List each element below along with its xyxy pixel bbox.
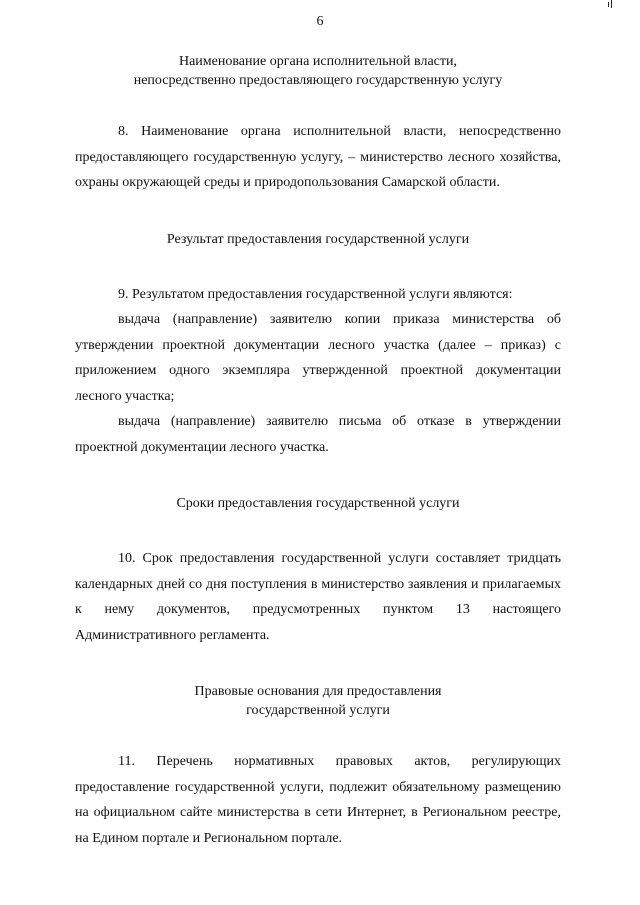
section-heading-legal-basis: [75, 682, 561, 720]
document-body: [75, 52, 561, 851]
section-heading-executive-body: [75, 52, 561, 90]
heading-line: непосредственно предоставляющего государственную услугу: [133, 73, 503, 88]
paragraph-11: 11. Перечень нормативных правовых актов, регулирующих предоставление государственной услуги, подлежит обязательному размещению на официальном сайте министерства в сети Интернет, в Региональном реестре, на Едином портале и Региональном портале.: [75, 754, 561, 846]
heading-line: Сроки предоставления государственной услуги: [176, 496, 460, 511]
paragraph-9-item-2: выдача (направление) заявителю письма об отказе в утверждении проектной документации лесного участка.: [75, 414, 561, 455]
paragraph-9-item-1: выдача (направление) заявителю копии приказа министерства об утверждении проектной документации лесного участка (далее – приказ) с приложением одного экземпляра утвержденной проектной документации лесного участка;: [75, 312, 561, 404]
paragraph-10: 10. Срок предоставления государственной услуги составляет тридцать календарных дней со дня поступления в министерство заявления и прилагаемых к нему документов, предусмотренных пунктом 13 настоящего Административного регламента.: [75, 551, 561, 643]
scan-mark: [611, 0, 612, 8]
heading-line: Результат предоставления государственной услуги: [166, 231, 470, 247]
section-heading-result: [75, 230, 561, 249]
heading-line: Правовые основания для предоставления: [194, 684, 442, 699]
heading-line: государственной услуги: [246, 703, 390, 718]
paragraph-9: 9. Результатом предоставления государственной услуги являются:: [118, 286, 513, 302]
paragraph-8: 8. Наименование органа исполнительной власти, непосредственно предоставляющего государственную услугу, – министерство лесного хозяйства, охраны окружающей среды и природопользования Самарской области.: [75, 124, 561, 190]
page-number: 6: [316, 14, 324, 29]
section-heading-terms: [75, 494, 561, 513]
scan-mark: [608, 2, 609, 7]
heading-line: Наименование органа исполнительной власти,: [178, 54, 457, 69]
